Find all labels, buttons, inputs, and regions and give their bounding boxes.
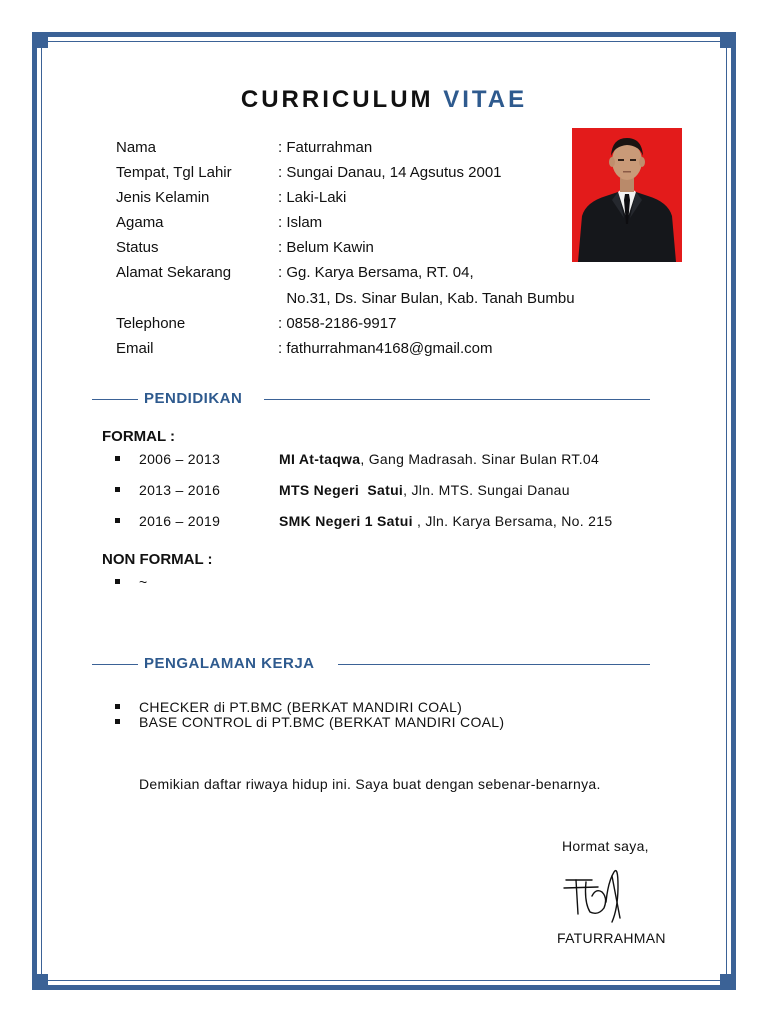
heading-rule-left <box>92 399 138 400</box>
signature-image <box>562 862 632 926</box>
title-part-2: VITAE <box>443 86 528 113</box>
closing-greeting: Hormat saya, <box>562 838 649 854</box>
edu-entry <box>279 451 599 467</box>
info-label: Jenis Kelamin <box>116 189 210 206</box>
nonformal-label: NON FORMAL : <box>102 551 213 568</box>
closing-statement: Demikian daftar riwaya hidup ini. Saya buat dengan sebenar-benarnya. <box>139 776 601 792</box>
section-heading-pengalaman <box>92 655 650 675</box>
profile-photo-drawing <box>572 128 682 262</box>
info-label: Telephone <box>116 315 186 332</box>
formal-label: FORMAL : <box>102 428 176 445</box>
edu-years: 2013 – 2016 <box>139 482 221 498</box>
info-label: Status <box>116 239 159 256</box>
page-title <box>0 86 768 114</box>
title-part-1: CURRICULUM <box>240 86 434 113</box>
edu-school: SMK Negeri 1 Satui <box>279 513 413 529</box>
edu-address: , Gang Madrasah. Sinar Bulan RT.04 <box>360 451 600 467</box>
border-corner-top-left <box>32 32 48 48</box>
heading-rule-right <box>338 664 650 665</box>
edu-years: 2016 – 2019 <box>139 513 221 529</box>
info-value: : Belum Kawin <box>278 239 374 256</box>
square-bullet-icon <box>115 719 120 724</box>
edu-entry <box>279 482 570 498</box>
info-label: Tempat, Tgl Lahir <box>116 164 232 181</box>
border-corner-top-right <box>720 32 736 48</box>
info-value: : fathurrahman4168@gmail.com <box>278 340 493 357</box>
square-bullet-icon <box>115 487 120 492</box>
info-label: Nama <box>116 139 157 156</box>
info-value: : Faturrahman <box>278 139 373 156</box>
info-value: No.31, Ds. Sinar Bulan, Kab. Tanah Bumbu <box>278 290 575 307</box>
info-value: : Laki-Laki <box>278 189 347 206</box>
info-label: Alamat Sekarang <box>116 264 232 281</box>
nonformal-item: ~ <box>139 574 148 590</box>
heading-text: PENDIDIKAN <box>144 390 243 407</box>
edu-years: 2006 – 2013 <box>139 451 221 467</box>
edu-address: , Jln. Karya Bersama, No. 215 <box>412 513 613 529</box>
info-label: Email <box>116 340 154 357</box>
work-item: CHECKER di PT.BMC (BERKAT MANDIRI COAL) <box>139 699 463 715</box>
square-bullet-icon <box>115 579 120 584</box>
edu-entry <box>279 513 612 529</box>
border-corner-bottom-right <box>720 974 736 990</box>
work-item: BASE CONTROL di PT.BMC (BERKAT MANDIRI COAL) <box>139 714 505 730</box>
profile-photo <box>572 128 682 262</box>
square-bullet-icon <box>115 456 120 461</box>
edu-address: , Jln. MTS. Sungai Danau <box>403 482 570 498</box>
square-bullet-icon <box>115 704 120 709</box>
heading-rule-right <box>264 399 650 400</box>
heading-text: PENGALAMAN KERJA <box>144 655 315 672</box>
info-value: : Sungai Danau, 14 Agsutus 2001 <box>278 164 502 181</box>
info-label: Agama <box>116 214 164 231</box>
edu-school: MTS Negeri Satui <box>279 482 404 498</box>
signatory-name: FATURRAHMAN <box>557 930 666 946</box>
info-value: : Gg. Karya Bersama, RT. 04, <box>278 264 474 281</box>
edu-school: MI At-taqwa <box>279 451 361 467</box>
square-bullet-icon <box>115 518 120 523</box>
section-heading-pendidikan <box>92 390 650 410</box>
info-value: : 0858-2186-9917 <box>278 315 397 332</box>
border-corner-bottom-left <box>32 974 48 990</box>
heading-rule-left <box>92 664 138 665</box>
info-value: : Islam <box>278 214 323 231</box>
